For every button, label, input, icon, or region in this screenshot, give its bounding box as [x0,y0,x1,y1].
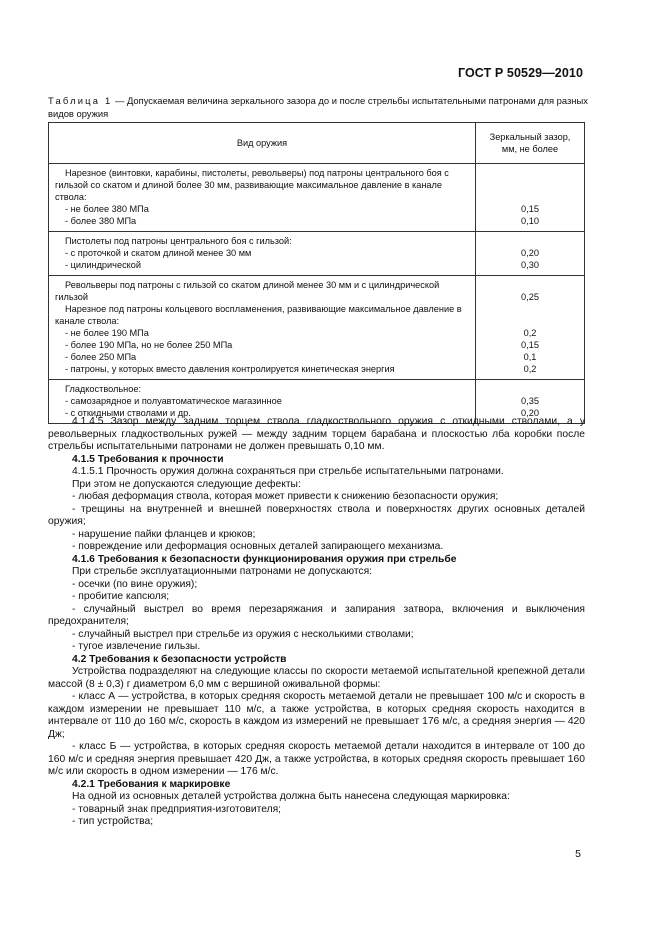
table-row [49,164,585,232]
row-text: - не более 190 МПа [65,328,149,338]
row-text: Пистолеты под патроны центрального боя с гильзой: [65,236,292,246]
list-item: - случайный выстрел при стрельбе из оружия с несколькими стволами; [72,628,414,640]
section-heading: 4.2 Требования к безопасности устройств [72,653,287,665]
row-value: 0,1 [523,352,537,362]
row-text: Гладкоствольное: [65,384,142,394]
list-item: - случайный выстрел во время перезаряжания и запирания затвора, включения и выключения предохранителя; [48,603,585,627]
list-item: - класс Б — устройства, в которых средняя скорость метаемой детали находится в интервале от 100 до 160 м/с и средняя энергия превышает 420 Дж, а также устройства, в которых средняя скорость превышает 160 м/с или скорость в одном измерении — 176 м/с. [48,741,585,777]
row-text: Нарезное (винтовки, карабины, пистолеты, револьверы) под патроны центрального боя с гильзой со скатом и длиной более 30 мм, развивающие максимальное давление в канале ствола: [55,168,449,202]
row-text: - самозарядное и полуавтоматическое магазинное [65,396,282,406]
row-text: - с проточкой и скатом длиной менее 30 мм [65,248,252,258]
row-text: - цилиндрической [65,260,142,270]
page-number: 5 [575,848,581,860]
clearance-table [48,122,585,424]
table-caption [48,94,608,120]
row-value: 0,20 [521,408,539,418]
list-item: - класс А — устройства, в которых средняя скорость метаемой детали не превышает 100 м/с и скорость в каждом измерении не превышает 110 м/с, а также устройства, в которых средняя скорость находится в интервале от 110 до 160 м/с, скорость в каждом из измерений не превышает 176 м/с, а средняя энергия — 420 Дж; [48,691,585,740]
list-item: - пробитие капсюля; [72,591,170,602]
row-value: 0,2 [523,364,537,374]
table-row [49,276,585,380]
document-header: ГОСТ Р 50529—2010 [457,66,583,80]
body-text [48,416,585,829]
section-heading: 4.2.1 Требования к маркировке [72,778,231,790]
list-item: - тугое извлечение гильзы. [72,641,201,652]
row-text: - патроны, у которых вместо давления контролируется кинетическая энергия [65,364,395,374]
row-value: 0,2 [523,328,537,338]
section-heading: 4.1.6 Требования к безопасности функционирования оружия при стрельбе [72,553,457,565]
header-weapon-type: Вид оружия [49,123,476,164]
row-value: 0,30 [521,260,539,270]
row-text: - более 190 МПа, но не более 250 МПа [65,340,233,350]
paragraph: На одной из основных деталей устройства должна быть нанесена следующая маркировка: [72,791,510,802]
row-text: - более 380 МПа [65,216,137,226]
list-item: - осечки (по вине оружия); [72,578,198,590]
row-text: - с откидными стволами и др. [65,408,191,418]
section-heading: 4.1.5 Требования к прочности [72,453,224,465]
table-caption-text: — Допускаемая величина зеркального зазора до и после стрельбы испытательными патронами для разных видов оружия [48,95,588,119]
table-header-row [49,123,585,164]
list-item: - нарушение пайки фланцев и крюков; [72,528,256,540]
list-item: - трещины на внутренней и внешней поверхностях ствола и поверхностях других основных деталей оружия; [48,503,585,527]
row-text: Револьверы под патроны с гильзой со скатом длиной менее 30 мм и с цилиндрической гильзой [55,280,440,302]
row-value: 0,10 [521,216,539,226]
row-value: 0,25 [521,292,539,302]
paragraph: Устройства подразделяют на следующие классы по скорости метаемой испытательной крепежной детали массой (8 ± 0,3) г диаметром 6,0 мм с вершиной оживальной формы: [48,666,585,690]
table-caption-label: Таблица 1 [48,95,113,106]
paragraph: При этом не допускаются следующие дефекты: [72,478,301,490]
list-item: - повреждение или деформация основных деталей запирающего механизма. [72,541,444,552]
header-clearance: Зеркальный зазор, мм, не более [476,123,585,164]
list-item: - любая деформация ствола, которая может привести к снижению безопасности оружия; [72,491,499,502]
row-value: 0,20 [521,248,539,258]
row-text: Нарезное под патроны кольцевого воспламенения, развивающие максимальное давление в канале ствола: [55,304,462,326]
row-text: - более 250 МПа [65,352,137,362]
row-value: 0,35 [521,396,539,406]
paragraph: 4.1.4.5 Зазор между задним торцем ствола гладкоствольного оружия с откидными стволами, а у револьверных гладкоствольных ружей — между задним торцем барабана и плоскостью лба коробки после стрельбы испытательными патронами не должен превышать 0,10 мм. [48,416,585,452]
list-item: - тип устройства; [72,816,154,827]
row-value: 0,15 [521,204,539,214]
table-row [49,232,585,276]
list-item: - товарный знак предприятия-изготовителя; [72,803,282,815]
paragraph: При стрельбе эксплуатационными патронами не допускаются: [72,566,373,577]
row-value: 0,15 [521,340,539,350]
row-text: - не более 380 МПа [65,204,149,214]
paragraph: 4.1.5.1 Прочность оружия должна сохраняться при стрельбе испытательными патронами. [72,466,504,477]
